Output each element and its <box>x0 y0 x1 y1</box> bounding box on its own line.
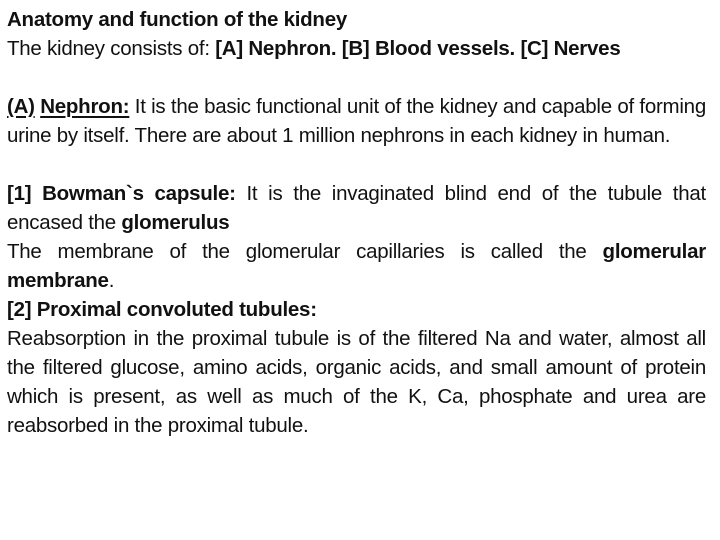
membrane-end: . <box>108 269 115 292</box>
bowman-paragraph <box>7 179 706 237</box>
nephron-label: Nephron: <box>40 95 130 118</box>
spacer <box>7 63 706 92</box>
nephron-paragraph <box>7 92 706 150</box>
glomerulus-term: glomerulus <box>121 211 230 234</box>
nephron-marker: (A) <box>7 95 35 118</box>
document-title: Anatomy and function of the kidney <box>7 8 348 31</box>
proximal-heading <box>7 295 706 324</box>
membrane-text: The membrane of the glomerular capillaries is called the <box>7 240 603 263</box>
spacer <box>7 150 706 179</box>
bowman-text: It is the invaginated blind end of the tubule that encased the <box>7 182 706 234</box>
document-page <box>7 5 706 440</box>
proximal-heading-text: [2] Proximal convoluted tubules: <box>7 298 317 321</box>
proximal-paragraph: Reabsorption in the proximal tubule is of the filtered Na and water, almost all the filtered glucose, amino acids, organic acids, and small amount of protein which is present, as well as much of the K, Ca, phosphate and urea are reabsorbed in the proximal tubule. <box>7 327 706 437</box>
glomerular-membrane-term: glomerular membrane <box>7 240 706 292</box>
bowman-heading: [1] Bowman`s capsule: <box>7 182 236 205</box>
nephron-text: It is the basic functional unit of the kidney and capable of forming urine by itself. There are about 1 million nephrons in each kidney in human. <box>7 95 706 147</box>
membrane-paragraph <box>7 237 706 295</box>
intro-line <box>7 34 706 63</box>
kidney-parts-list: [A] Nephron. [B] Blood vessels. [C] Nerves <box>215 37 621 60</box>
intro-lead: The kidney consists of: <box>7 37 216 60</box>
